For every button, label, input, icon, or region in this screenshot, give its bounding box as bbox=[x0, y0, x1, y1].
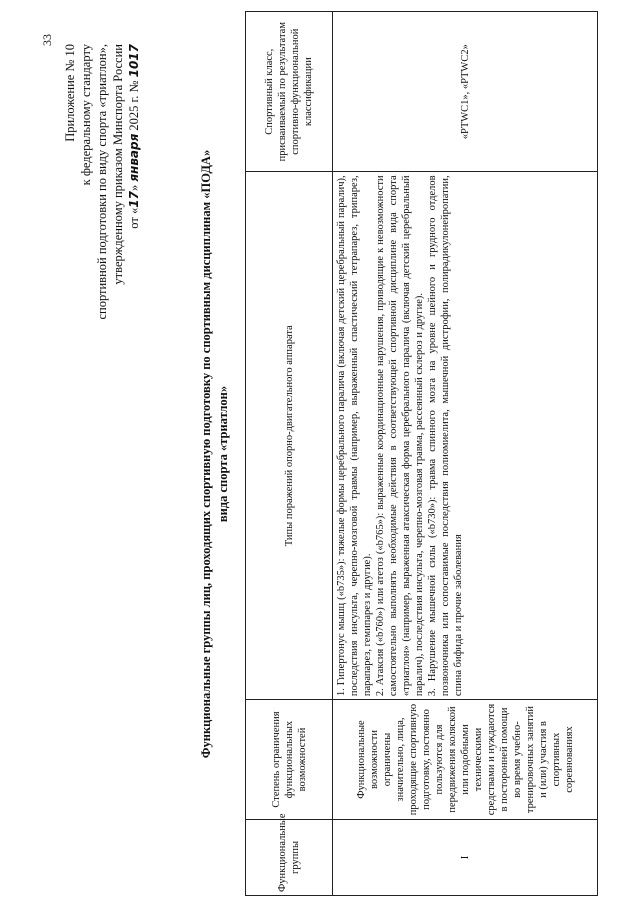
group-cell: I bbox=[333, 819, 598, 895]
date-month: января bbox=[127, 133, 141, 182]
title-line-1: Функциональные группы лиц, проходящих спортивную подготовку по спортивным дисциплинам «ПОДА» bbox=[199, 149, 213, 759]
date-day: 17 bbox=[127, 191, 141, 208]
appendix-number: Приложение № 10 bbox=[63, 44, 77, 142]
limitation-cell: Функциональные возможности ограничены значительно, лица, проходящие спортивную подготовку, постоянно пользуются для передвижения коляской или подобными техническими средствами и нуждаются в посторонней помощи во время учебно-тренировочных занятий и (или) участия в спортивных соревнованиях bbox=[333, 700, 598, 820]
header-functional-groups: Функциональные группы bbox=[246, 819, 333, 895]
sport-class-cell: «PTWC1», «PTWC2» bbox=[333, 12, 598, 172]
doc-number: 1017 bbox=[127, 44, 141, 78]
page-number: 33 bbox=[40, 34, 54, 46]
header-limitation-degree: Степень ограничения функциональных возможностей bbox=[246, 700, 333, 820]
functional-groups-table bbox=[245, 11, 598, 896]
impairments-cell bbox=[333, 172, 598, 700]
impairment-item-2: 2. Атаксия («b760») или атетоз («b765»): выраженные координационные нарушения, приводящие к невозможности самостоятельно выполнять необходимые действия в соответствующей спортивной дисциплине вида спорта «триатлон» (например, выраженная атаксическая форма церебрального паралича (включая детский церебральный паралич), последствия инсульта, черепно-мозговая травма, рассеянный склероз и другие). bbox=[375, 175, 425, 697]
document-title bbox=[198, 144, 232, 764]
header-impairment-types: Типы поражений опорно-двигательного аппарата bbox=[246, 172, 333, 700]
date-prefix: от « bbox=[127, 207, 141, 229]
impairment-item-3: 3. Нарушение мышечной силы («b730»): травма спинного мозга на уровне шейного и грудного отделов позвоночника или сопоставимые последствия полиомиелита, мышечной дистрофии, полирадикулонейропатии, спина бифида и прочие заболевания bbox=[427, 175, 464, 697]
date-year: 2025 г. № bbox=[127, 80, 141, 131]
impairments-content bbox=[335, 175, 595, 696]
appendix-header bbox=[62, 44, 142, 604]
appendix-standard: к федеральному стандарту bbox=[79, 44, 93, 186]
table-header-row bbox=[246, 12, 333, 896]
table-row bbox=[333, 12, 598, 896]
impairment-item-1: 1. Гипертонус мышц («b735»): тяжелые формы церебрального паралича (включая детский церебральный паралич), последствия инсульта, черепно-мозговой травмы (например, выраженный спастический тетрапарез, трипарез, парапарез, гемипарез и другие). bbox=[336, 175, 373, 697]
date-mid: » bbox=[127, 184, 141, 192]
appendix-date-line bbox=[126, 44, 142, 604]
header-sport-class: Спортивный класс, присваиваемый по результатам спортивно-функциональной классификации bbox=[246, 12, 333, 172]
appendix-order: утвержденному приказом Минспорта России bbox=[111, 44, 125, 285]
title-line-2: вида спорта «триатлон» bbox=[216, 385, 230, 523]
appendix-sport: спортивной подготовки по виду спорта «триатлон», bbox=[95, 44, 109, 320]
